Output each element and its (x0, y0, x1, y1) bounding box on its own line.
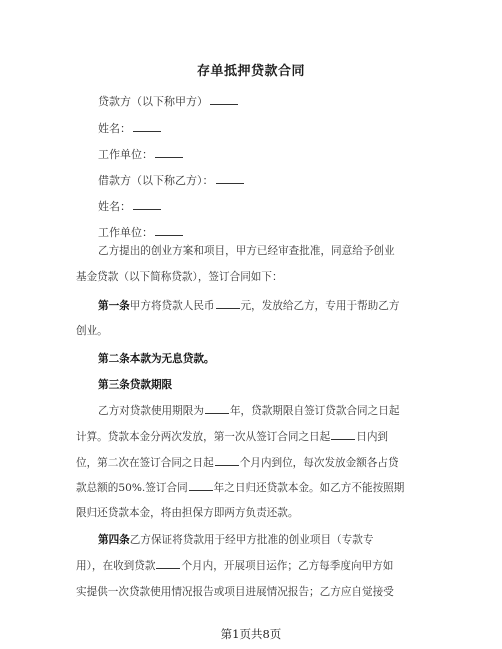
borrower-label: 借款方（以下称乙方）： (98, 174, 214, 187)
article1-text-b: 元，发放给乙方，专用于帮助乙方 (240, 300, 400, 312)
article3-text-3a: 位，第二次在签订合同之日起 (76, 457, 214, 469)
borrower-name-blank (133, 198, 161, 210)
article3-line-1 (98, 398, 399, 424)
borrower-unit-blank (155, 224, 183, 236)
article3-line-4 (76, 475, 404, 501)
document-title: 存单抵押贷款合同 (196, 64, 305, 79)
intro-line-2: 基金贷款（以下简称贷款），签订合同如下： (76, 271, 283, 283)
article1-text-a: 甲方将贷款人民币 (129, 300, 215, 312)
article4-heading: 第四条 (98, 534, 130, 546)
lender-unit-line (98, 146, 183, 162)
page-number: 第1页共8页 (220, 627, 282, 641)
article3-text-4a: 款总额的50%.签订合同 (76, 482, 188, 494)
year-blank (189, 479, 213, 491)
article2: 第二条本款为无息贷款。 (98, 353, 215, 365)
article3-text-4b: 年之日归还贷款本金。如乙方不能按照期 (213, 482, 405, 494)
article4-line-1 (98, 527, 373, 553)
article1-line-1 (98, 293, 399, 319)
amount-blank (216, 297, 240, 309)
term-blank (205, 402, 229, 414)
lender-line (98, 93, 238, 109)
article1-line-2: 创业。 (76, 325, 108, 337)
borrower-line (98, 172, 244, 188)
article4-line-3: 实提供一次贷款使用情况报告或项目进展情况报告；乙方应自觉接受 (76, 586, 394, 598)
article4-line-2 (76, 553, 393, 579)
lender-name-label: 姓名： (98, 122, 131, 135)
article3-text-2a: 计算。贷款本金分两次发放，第一次从签订合同之日起 (76, 431, 331, 443)
lender-name-blank (133, 120, 161, 132)
article3-text-2b: 日内到 (356, 431, 389, 443)
borrower-blank (216, 172, 244, 184)
lender-unit-blank (155, 146, 183, 158)
lender-blank (210, 93, 238, 105)
article4-months-blank (156, 557, 180, 569)
article3-text-1b: 年，贷款期限自签订贷款合同之日起 (229, 405, 400, 417)
lender-name-line (98, 120, 161, 136)
article4-text-2a: 用），在收到贷款 (76, 560, 156, 572)
months-blank (215, 454, 239, 466)
article4-text-1: 乙方保证将贷款用于经甲方批准的创业项目（专款专 (129, 534, 374, 546)
days-blank (331, 428, 355, 440)
article3-line-2 (76, 424, 388, 450)
lender-unit-label: 工作单位： (98, 148, 153, 161)
article1-heading: 第一条 (98, 300, 130, 312)
borrower-name-line (98, 198, 161, 214)
borrower-unit-label: 工作单位： (98, 226, 153, 239)
article3-text-1a: 乙方对贷款使用期限为 (98, 405, 204, 417)
article3-text-3b: 个月内到位，每次发放金额各占贷 (239, 457, 399, 469)
article3-line-5: 限归还贷款本金，将由担保方即两方负责还款。 (76, 507, 299, 519)
lender-label: 贷款方（以下称甲方） (98, 95, 208, 108)
borrower-name-label: 姓名： (98, 200, 131, 213)
article4-text-2b: 个月内，开展项目运作；乙方每季度向甲方如 (181, 560, 394, 572)
intro-line-1: 乙方提出的创业方案和项目，甲方已经审查批准，同意给予创业 (98, 245, 395, 257)
article3-line-3 (76, 450, 399, 476)
article3-heading: 第三条贷款期限 (98, 379, 173, 391)
